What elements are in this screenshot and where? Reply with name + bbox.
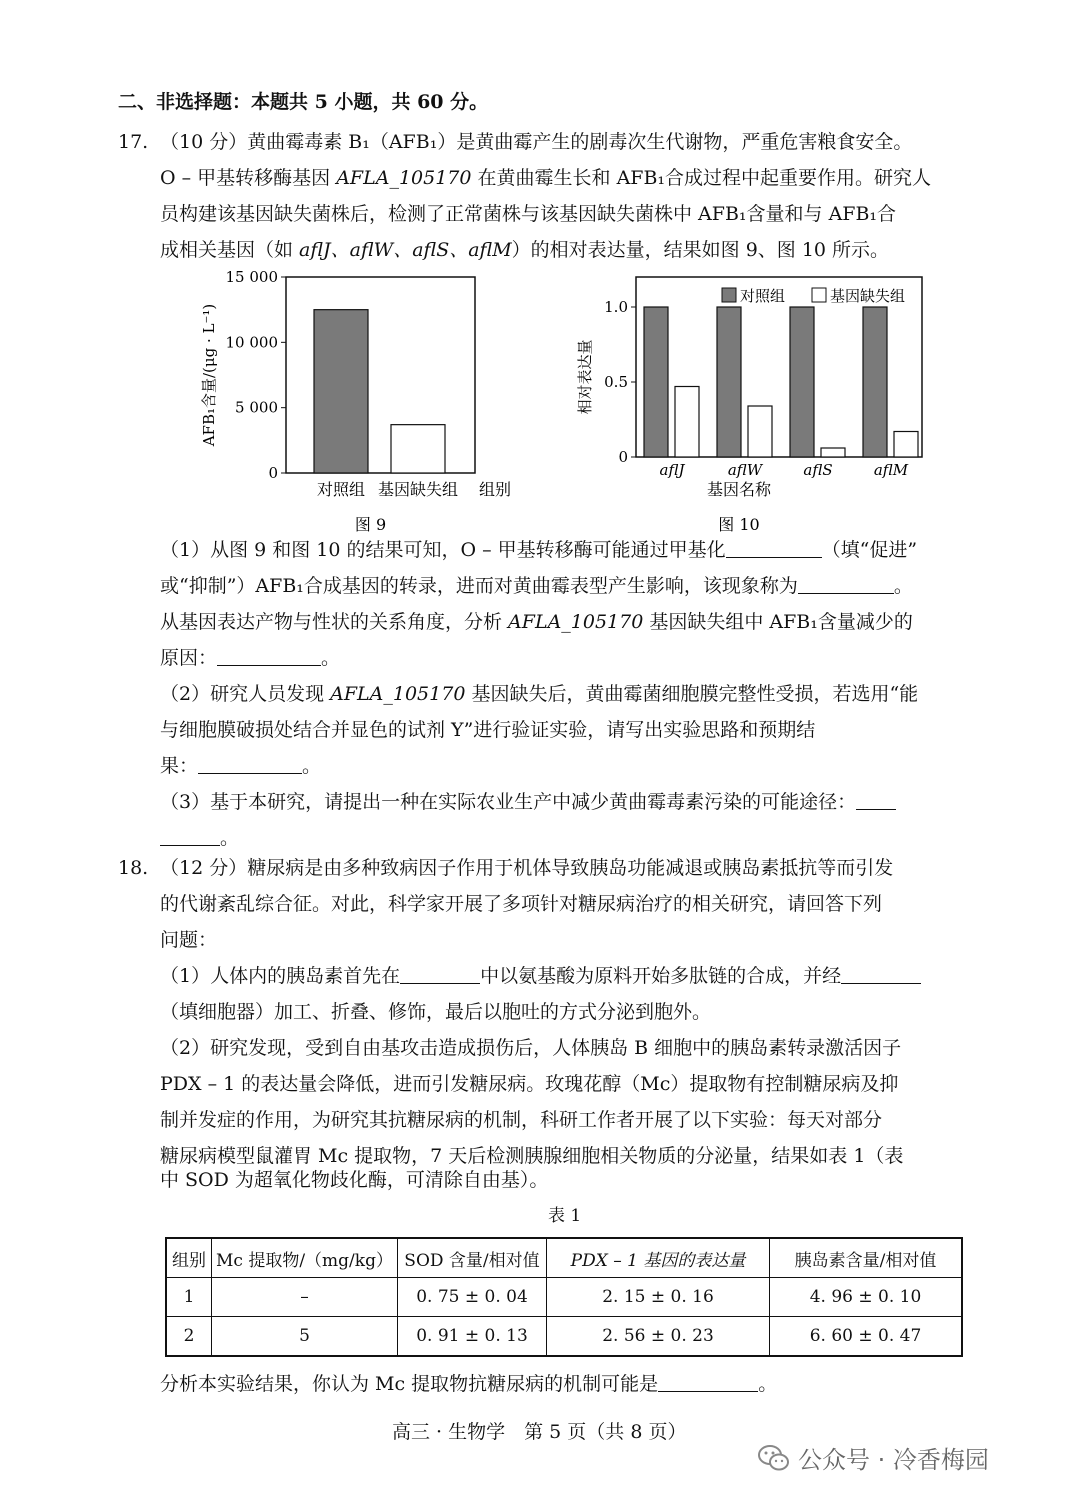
page-footer: 高三 · 生物学 第 5 页（共 8 页）: [392, 1421, 687, 1443]
q18-line-2: 的代谢紊乱综合征。对此，科学家开展了多项针对糖尿病治疗的相关研究，请回答下列: [160, 893, 883, 915]
answer-blank[interactable]: [841, 965, 921, 984]
y-tick-label: 10 000: [225, 333, 278, 352]
bar-control: [644, 307, 668, 457]
q18-sub2-line-4: 糖尿病模型鼠灌胃 Mc 提取物，7 天后检测胰腺细胞相关物质的分泌量，结果如表 1（表: [160, 1145, 904, 1167]
answer-blank[interactable]: [217, 647, 321, 666]
q17-sub3-line-1: （3）基于本研究，请提出一种在实际农业生产中减少黄曲霉毒素污染的可能途径：: [160, 790, 896, 814]
q17-sub1-line-3: 从基因表达产物与性状的关系角度，分析 AFLA_105170 基因缺失组中 AFB₁含量减少的: [160, 611, 913, 633]
answer-blank[interactable]: [726, 539, 822, 558]
q18-line-3: 问题：: [160, 929, 218, 951]
q18-sub2-line-2: PDX – 1 的表达量会降低，进而引发糖尿病。玫瑰花醇（Mc）提取物有控制糖尿病及抑: [160, 1073, 899, 1095]
q17-line-2: O – 甲基转移酶基因 AFLA_105170 在黄曲霉生长和 AFB₁合成过程中起重要作用。研究人: [160, 167, 932, 189]
table-cell: 2. 56 ± 0. 23: [546, 1317, 769, 1357]
q17-sub2-line-1: （2）研究人员发现 AFLA_105170 基因缺失后，黄曲霉菌细胞膜完整性受损，若选用“能: [160, 683, 919, 705]
legend-swatch-knockout: [812, 288, 826, 302]
watermark-text: 公众号 · 冷香梅园: [798, 1446, 989, 1474]
x-axis-label: 组别: [479, 480, 512, 499]
answer-blank[interactable]: [160, 827, 220, 846]
wechat-icon: [758, 1444, 790, 1472]
q18-sub2-line-1: （2）研究发现，受到自由基攻击造成损伤后，人体胰岛 B 细胞中的胰岛素转录激活因子: [160, 1037, 902, 1059]
bar-knockout: [894, 432, 918, 458]
x-category-label: aflS: [803, 461, 833, 479]
q18-sub1-line-1: （1）人体内的胰岛素首先在 中以氨基酸为原料开始多肽链的合成，并经: [160, 964, 921, 988]
q18-sub2-line-5: 中 SOD 为超氧化物歧化酶，可清除自由基）。: [160, 1169, 549, 1191]
figure-10-plot: [576, 277, 922, 534]
table-row: [166, 1317, 962, 1357]
q17-sub2-line-2: 与细胞膜破损处结合并显色的试剂 Y”进行验证实验，请写出实验思路和预期结: [160, 719, 816, 741]
y-axis-label: AFB₁含量/(μg · L⁻¹): [200, 303, 218, 447]
table-cell: 5: [212, 1317, 398, 1357]
watermark: [758, 1440, 989, 1475]
bar-control: [790, 307, 814, 457]
answer-blank[interactable]: [198, 755, 302, 774]
y-tick-label: 15 000: [225, 268, 278, 286]
y-tick-label: 0.5: [604, 373, 628, 391]
x-category-label: aflW: [727, 461, 763, 479]
table-header-row: [166, 1238, 962, 1278]
q18-line-1: （12 分）糖尿病是由多种致病因子作用于机体导致胰岛功能减退或胰岛素抵抗等而引发: [160, 857, 894, 879]
table-title: 表 1: [548, 1206, 582, 1226]
bar-control: [863, 307, 887, 457]
table-1: [165, 1237, 963, 1357]
legend-swatch-control: [722, 288, 736, 302]
x-axis-label: 基因名称: [706, 480, 772, 499]
x-category-label: aflM: [873, 461, 909, 479]
q17-sub3-line-2: 。: [160, 826, 239, 850]
bar-knockout: [675, 387, 699, 458]
answer-blank[interactable]: [856, 791, 896, 810]
bar: [391, 425, 445, 473]
table-cell: 0. 91 ± 0. 13: [397, 1317, 546, 1357]
y-tick-label: 1.0: [604, 298, 628, 316]
table-header: Mc 提取物/（mg/kg）: [212, 1238, 398, 1278]
table-cell: –: [212, 1278, 398, 1317]
figure-10-chart: [560, 265, 940, 535]
y-tick-label: 5 000: [235, 398, 278, 417]
q17-line-4: 成相关基因（如 aflJ、aflW、aflS、aflM）的相对表达量，结果如图 9、图 10 所示。: [160, 239, 890, 261]
bar-knockout: [748, 406, 772, 457]
legend-label: 对照组: [740, 287, 786, 305]
q17-sub1-line-4: 原因： 。: [160, 647, 341, 669]
legend-label: 基因缺失组: [830, 287, 906, 305]
answer-blank[interactable]: [658, 1373, 758, 1392]
x-category-label: aflJ: [659, 461, 685, 479]
figure-9-chart: [190, 265, 530, 535]
section-heading: 二、非选择题：本题共 5 小题，共 60 分。: [118, 91, 489, 113]
x-category-label: 对照组: [316, 480, 366, 499]
q18-final-line: 分析本实验结果，你认为 Mc 提取物抗糖尿病的机制可能是 。: [160, 1373, 778, 1395]
table-cell: 2. 15 ± 0. 16: [546, 1278, 769, 1317]
table-cell: 0. 75 ± 0. 04: [397, 1278, 546, 1317]
table-cell: 4. 96 ± 0. 10: [769, 1278, 962, 1317]
y-axis-label: 相对表达量: [576, 339, 594, 415]
table-cell: 2: [166, 1317, 212, 1357]
bar-knockout: [821, 448, 845, 457]
table-header: 组别: [166, 1238, 212, 1278]
table-row: [166, 1278, 962, 1317]
figure-caption: 图 10: [718, 515, 760, 534]
table-cell: 1: [166, 1278, 212, 1317]
table-header: PDX – 1 基因的表达量: [546, 1238, 769, 1278]
table-header: 胰岛素含量/相对值: [769, 1238, 962, 1278]
bar-control: [717, 307, 741, 457]
q17-line-3: 员构建该基因缺失菌株后，检测了正常菌株与该基因缺失菌株中 AFB₁含量和与 AFB₁合: [160, 203, 897, 225]
q18-number: 18.: [118, 857, 149, 879]
answer-blank[interactable]: [798, 575, 894, 594]
y-tick-label: 0: [618, 448, 628, 466]
q17-sub1-line-2: 或“抑制”）AFB₁合成基因的转录，进而对黄曲霉表型产生影响，该现象称为 。: [160, 575, 913, 597]
q17-sub2-line-3: 果： 。: [160, 755, 322, 777]
table-header: SOD 含量/相对值: [397, 1238, 546, 1278]
q17-line-1: （10 分）黄曲霉毒素 B₁（AFB₁）是黄曲霉产生的剧毒次生代谢物，严重危害粮食安全。: [160, 131, 913, 153]
q17-sub1-line-1: （1）从图 9 和图 10 的结果可知，O – 甲基转移酶可能通过甲基化 （填“促进”: [160, 539, 918, 561]
answer-blank[interactable]: [400, 965, 480, 984]
figure-9-plot: [200, 268, 511, 534]
y-tick-label: 0: [268, 464, 278, 482]
figure-caption: 图 9: [354, 515, 387, 534]
q17-number: 17.: [118, 131, 149, 153]
q18-sub1-line-2: （填细胞器）加工、折叠、修饰，最后以胞吐的方式分泌到胞外。: [160, 1001, 712, 1023]
table-cell: 6. 60 ± 0. 47: [769, 1317, 962, 1357]
x-category-label: 基因缺失组: [377, 480, 459, 499]
q18-sub2-line-3: 制并发症的作用，为研究其抗糖尿病的机制，科研工作者开展了以下实验：每天对部分: [160, 1109, 883, 1131]
bar: [314, 310, 368, 473]
